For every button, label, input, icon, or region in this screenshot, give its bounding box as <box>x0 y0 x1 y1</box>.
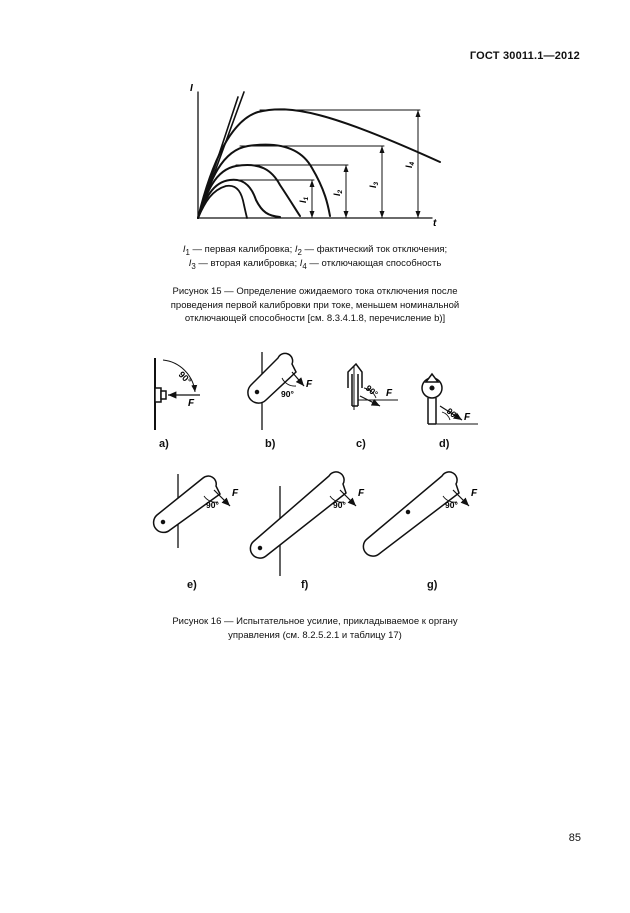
figure-15-legend-line-1: $I_1$ — первая калибровка; $I_2$ — фактический ток отключения; <box>182 244 448 257</box>
panel-f-angle: 90° <box>333 500 346 510</box>
panel-c-force: F <box>386 388 393 399</box>
panel-e-drawing <box>154 474 230 548</box>
panel-a-drawing <box>155 358 200 430</box>
panel-g-force: F <box>471 488 478 499</box>
x-axis-label: t <box>433 218 437 229</box>
panel-e-force: F <box>232 488 239 499</box>
panel-b-drawing <box>248 352 304 430</box>
dim-label-i1: $I_1$ <box>298 196 310 203</box>
panel-g-angle: 90° <box>445 500 458 510</box>
panel-a-angle: 90° <box>176 369 194 387</box>
panel-label-f: f) <box>301 579 309 591</box>
figure-15-legend-line-2: $I_3$ — вторая калибровка; $I_4$ — отключающая способность <box>188 258 442 271</box>
dim-label-i2: $I_2$ <box>332 189 344 196</box>
dim-label-i4: $I_4$ <box>404 161 416 168</box>
page-number: 85 <box>568 832 581 844</box>
panel-label-e: e) <box>187 579 197 591</box>
panel-label-d: d) <box>439 438 450 450</box>
panel-b-angle: 90° <box>281 389 294 399</box>
panel-label-b: b) <box>265 438 276 450</box>
panel-label-g: g) <box>427 579 438 591</box>
panel-c-angle: 90° <box>363 382 380 399</box>
panel-a-force: F <box>188 398 195 409</box>
figure-15-caption: Рисунок 15 — Определение ожидаемого тока отключения после проведения первой калибровки при токе, меньшем номинальной отключающей способности [см. 8.3.4.1.8, перечисление b)] <box>170 286 460 324</box>
panel-e-angle: 90° <box>206 500 219 510</box>
panel-label-a: a) <box>159 438 169 450</box>
panel-b-force: F <box>306 379 313 390</box>
panel-label-c: c) <box>356 438 366 450</box>
panel-d-force: F <box>464 412 471 423</box>
panel-g-drawing <box>363 472 469 556</box>
panel-f-drawing <box>250 472 356 576</box>
figure-16-caption: Рисунок 16 — Испытательное усилие, прикладываемое к органу управления (см. 8.2.5.2.1 и таблицу 17) <box>172 616 458 641</box>
y-axis-label: I <box>190 83 193 94</box>
standard-number: ГОСТ 30011.1—2012 <box>469 50 580 62</box>
dim-label-i3: $I_3$ <box>368 181 380 188</box>
panel-f-force: F <box>358 488 365 499</box>
panel-d-angle: 90° <box>444 405 461 422</box>
